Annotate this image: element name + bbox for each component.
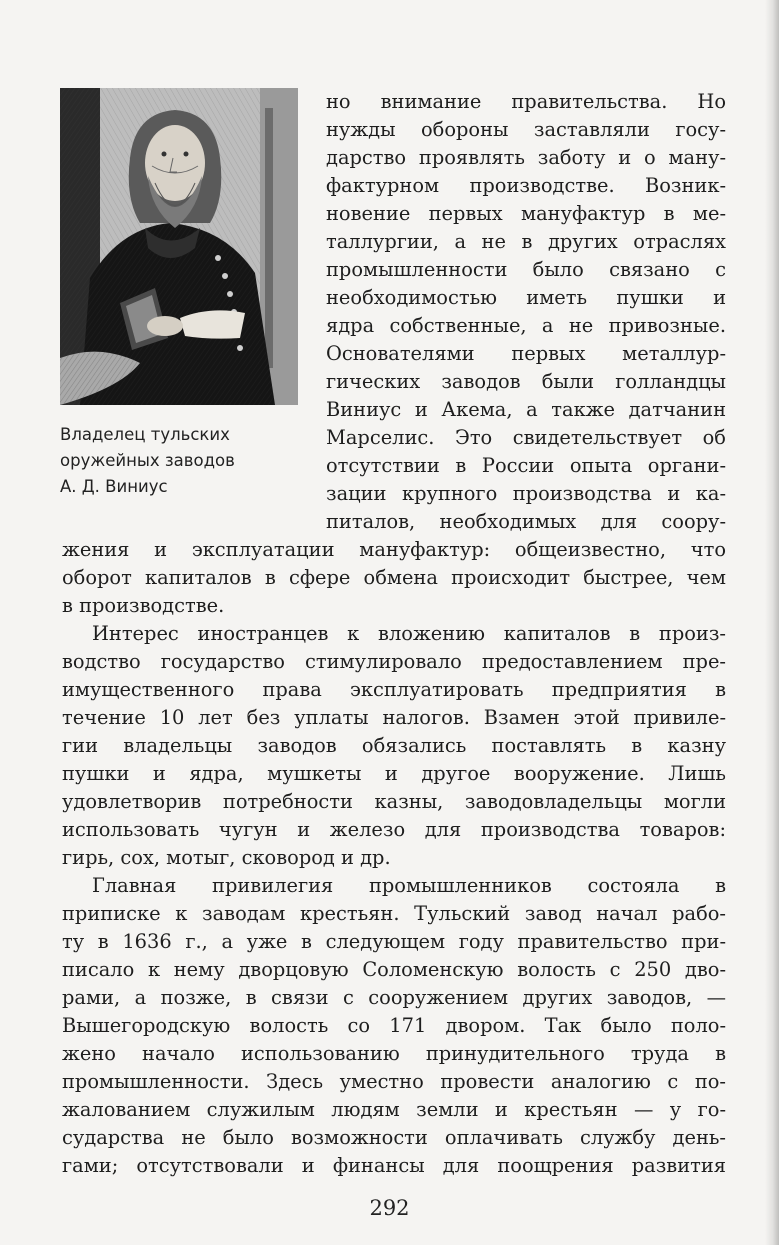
caption-line: оружейных заводов	[60, 451, 235, 470]
text-line: оборот капиталов в сфере обмена происходит быстрее, чем	[62, 566, 726, 589]
page-edge-shadow	[765, 0, 779, 1245]
text-line: Интерес иностранцев к вложению капиталов в произ-	[92, 622, 726, 645]
text-line: жалованием служилым людям земли и крестьян — у го-	[62, 1098, 726, 1121]
caption-line: А. Д. Виниус	[60, 477, 168, 496]
text-line: приписке к заводам крестьян. Тульский завод начал рабо-	[62, 902, 726, 925]
text-line: течение 10 лет без уплаты налогов. Взамен этой привиле-	[62, 706, 726, 729]
caption-line: Владелец тульских	[60, 425, 230, 444]
text-line: Виниус и Акема, а также датчанин	[326, 398, 726, 421]
text-line: Вышегородскую волость со 171 двором. Так было поло-	[62, 1014, 726, 1037]
text-line: но внимание правительства. Но	[326, 90, 726, 113]
text-line: гами; отсутствовали и финансы для поощрения развития	[62, 1154, 726, 1177]
text-line: в производстве.	[62, 594, 225, 617]
text-line: рами, а позже, в связи с сооружением других заводов, —	[62, 986, 726, 1009]
figure-caption	[60, 422, 300, 500]
text-line: сударства не было возможности оплачивать службу день-	[62, 1126, 726, 1149]
text-line: Основателями первых металлур-	[326, 342, 726, 365]
text-line: гических заводов были голландцы	[326, 370, 726, 393]
text-line: жено начало использованию принудительного труда в	[62, 1042, 726, 1065]
text-line: пушки и ядра, мушкеты и другое вооружение. Лишь	[62, 762, 726, 785]
text-line: фактурном производстве. Возник-	[326, 174, 726, 197]
text-line: дарство проявлять заботу и о ману-	[326, 146, 726, 169]
text-line: отсутствии в России опыта органи-	[326, 454, 726, 477]
text-line: питалов, необходимых для соору-	[326, 510, 726, 533]
text-line: новение первых мануфактур в ме-	[326, 202, 726, 225]
text-line: имущественного права эксплуатировать предприятия в	[62, 678, 726, 701]
text-line: удовлетворив потребности казны, заводовладельцы могли	[62, 790, 726, 813]
text-line: ядра собственные, а не привозные.	[326, 314, 726, 337]
text-line: гирь, сох, мотыг, сковород и др.	[62, 846, 391, 869]
page-number: 292	[369, 1196, 410, 1220]
text-line: промышленности. Здесь уместно провести аналогию с по-	[62, 1070, 726, 1093]
text-line: необходимостью иметь пушки и	[326, 286, 726, 309]
text-line: использовать чугун и железо для производства товаров:	[62, 818, 726, 841]
text-line: жения и эксплуатации мануфактур: общеизвестно, что	[62, 538, 726, 561]
portrait-illustration	[60, 88, 298, 405]
text-line: Главная привилегия промышленников состояла в	[92, 874, 726, 897]
text-line: ту в 1636 г., а уже в следующем году правительство при-	[62, 930, 726, 953]
text-line: таллургии, а не в других отраслях	[326, 230, 726, 253]
text-line: гии владельцы заводов обязались поставлять в казну	[62, 734, 726, 757]
text-line: нужды обороны заставляли госу-	[326, 118, 726, 141]
text-line: водство государство стимулировало предоставлением пре-	[62, 650, 726, 673]
text-line: писало к нему дворцовую Соломенскую волость с 250 дво-	[62, 958, 726, 981]
portrait-engraving	[60, 88, 298, 405]
text-line: Марселис. Это свидетельствует об	[326, 426, 726, 449]
text-line: зации крупного производства и ка-	[326, 482, 726, 505]
text-line: промышленности было связано с	[326, 258, 726, 281]
